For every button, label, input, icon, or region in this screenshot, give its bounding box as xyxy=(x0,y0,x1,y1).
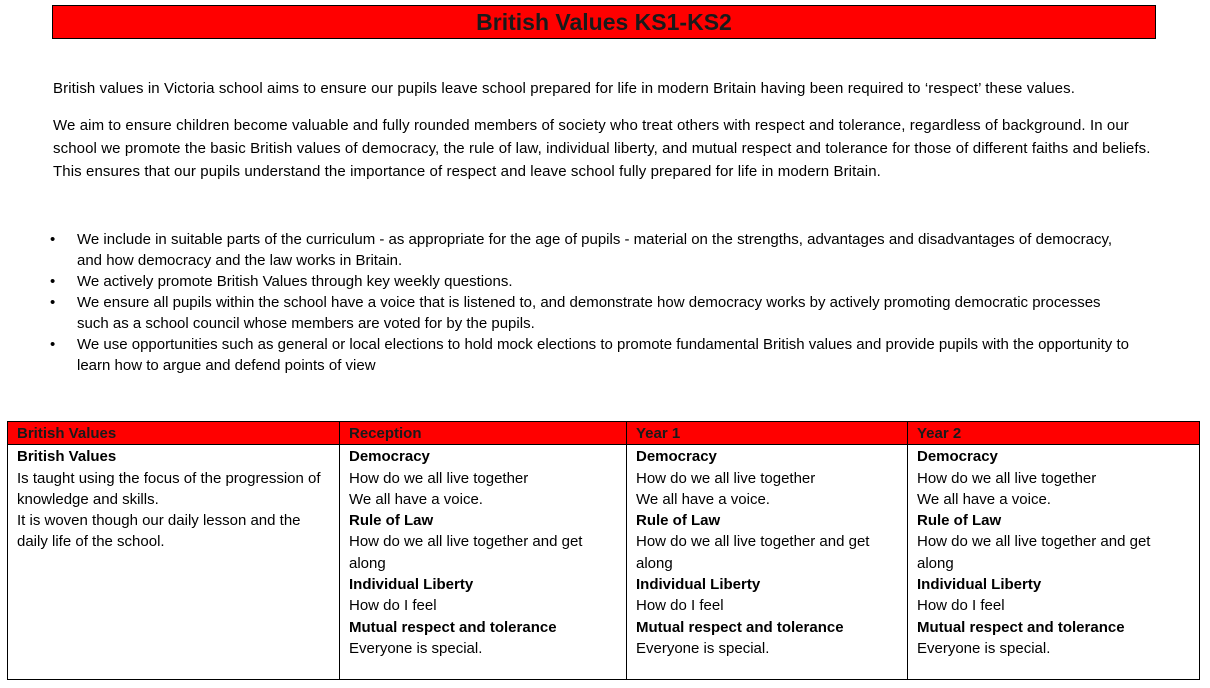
rule-of-law-heading: Rule of Law xyxy=(349,512,434,530)
democracy-heading: Democracy xyxy=(349,448,430,466)
democracy-question: We all have a voice. xyxy=(917,490,1051,508)
cell-heading: British Values xyxy=(17,448,117,466)
list-item xyxy=(52,292,1132,334)
mutual-respect-heading: Mutual respect and tolerance xyxy=(917,618,1125,636)
intro-paragraph-2: We aim to ensure children become valuable and fully rounded members of society who treat others with respect and tolerance, regardless of background. In our school we promote the basic British values of democracy, the rule of law, individual liberty, and mutual respect and tolerance for those of different faiths and beliefs. This ensures that our pupils understand the importance of respect and leave school fully prepared for life in modern Britain. xyxy=(53,117,1151,180)
bullet-text: We actively promote British Values through key weekly questions. xyxy=(77,273,513,290)
header-reception: Reception xyxy=(340,422,627,445)
header-british-values: British Values xyxy=(8,422,340,445)
democracy-question: We all have a voice. xyxy=(349,490,483,508)
rule-of-law-question: How do we all live together and get along xyxy=(917,533,1151,572)
intro-paragraph-1: British values in Victoria school aims to ensure our pupils leave school prepared for life in modern Britain having been required to ‘respect’ these values. xyxy=(53,80,1075,97)
list-item xyxy=(52,334,1132,376)
mutual-respect-question: Everyone is special. xyxy=(636,639,770,657)
year-1-cell xyxy=(627,445,908,680)
british-values-cell xyxy=(8,445,340,680)
page-title: British Values KS1-KS2 xyxy=(476,8,732,35)
bullet-text: We use opportunities such as general or local elections to hold mock elections to promote fundamental British values and provide pupils with the opportunity to learn how to argue and defend points of view xyxy=(77,336,1129,374)
individual-liberty-heading: Individual Liberty xyxy=(636,576,761,594)
table-row xyxy=(8,445,1200,680)
bullet-list xyxy=(52,229,1132,376)
list-item xyxy=(52,271,1132,292)
header-year-2: Year 2 xyxy=(908,422,1200,445)
democracy-question: How do we all live together xyxy=(349,469,529,487)
democracy-heading: Democracy xyxy=(917,448,998,466)
democracy-question: How do we all live together xyxy=(917,469,1097,487)
table-header-row xyxy=(8,422,1200,445)
cell-text: Is taught using the focus of the progression of knowledge and skills. xyxy=(17,469,321,508)
mutual-respect-heading: Mutual respect and tolerance xyxy=(349,618,557,636)
header-year-1: Year 1 xyxy=(627,422,908,445)
individual-liberty-question: How do I feel xyxy=(349,597,437,615)
rule-of-law-question: How do we all live together and get along xyxy=(636,533,870,572)
democracy-question: We all have a voice. xyxy=(636,490,770,508)
rule-of-law-question: How do we all live together and get along xyxy=(349,533,583,572)
list-item xyxy=(52,229,1132,271)
democracy-heading: Democracy xyxy=(636,448,717,466)
bullet-icon: • xyxy=(50,336,56,353)
democracy-question: How do we all live together xyxy=(636,469,816,487)
bullet-text: We include in suitable parts of the curriculum - as appropriate for the age of pupils - material on the strengths, advantages and disadvantages of democracy, and how democracy and the law works in Britain. xyxy=(77,231,1113,269)
individual-liberty-heading: Individual Liberty xyxy=(349,576,474,594)
rule-of-law-heading: Rule of Law xyxy=(917,512,1002,530)
british-values-table xyxy=(7,421,1200,680)
bullet-icon: • xyxy=(50,273,56,290)
bullet-icon: • xyxy=(50,294,56,311)
reception-cell xyxy=(340,445,627,680)
bullet-text: We ensure all pupils within the school have a voice that is listened to, and demonstrate how democracy works by actively promoting democratic processes such as a school council whose members are voted for by the pupils. xyxy=(77,294,1101,332)
bullet-icon: • xyxy=(50,231,56,248)
mutual-respect-question: Everyone is special. xyxy=(349,639,483,657)
rule-of-law-heading: Rule of Law xyxy=(636,512,721,530)
individual-liberty-question: How do I feel xyxy=(917,597,1005,615)
mutual-respect-heading: Mutual respect and tolerance xyxy=(636,618,844,636)
individual-liberty-heading: Individual Liberty xyxy=(917,576,1042,594)
mutual-respect-question: Everyone is special. xyxy=(917,639,1051,657)
year-2-cell xyxy=(908,445,1200,680)
cell-text: It is woven though our daily lesson and the daily life of the school. xyxy=(17,512,301,551)
individual-liberty-question: How do I feel xyxy=(636,597,724,615)
title-banner xyxy=(52,5,1156,39)
